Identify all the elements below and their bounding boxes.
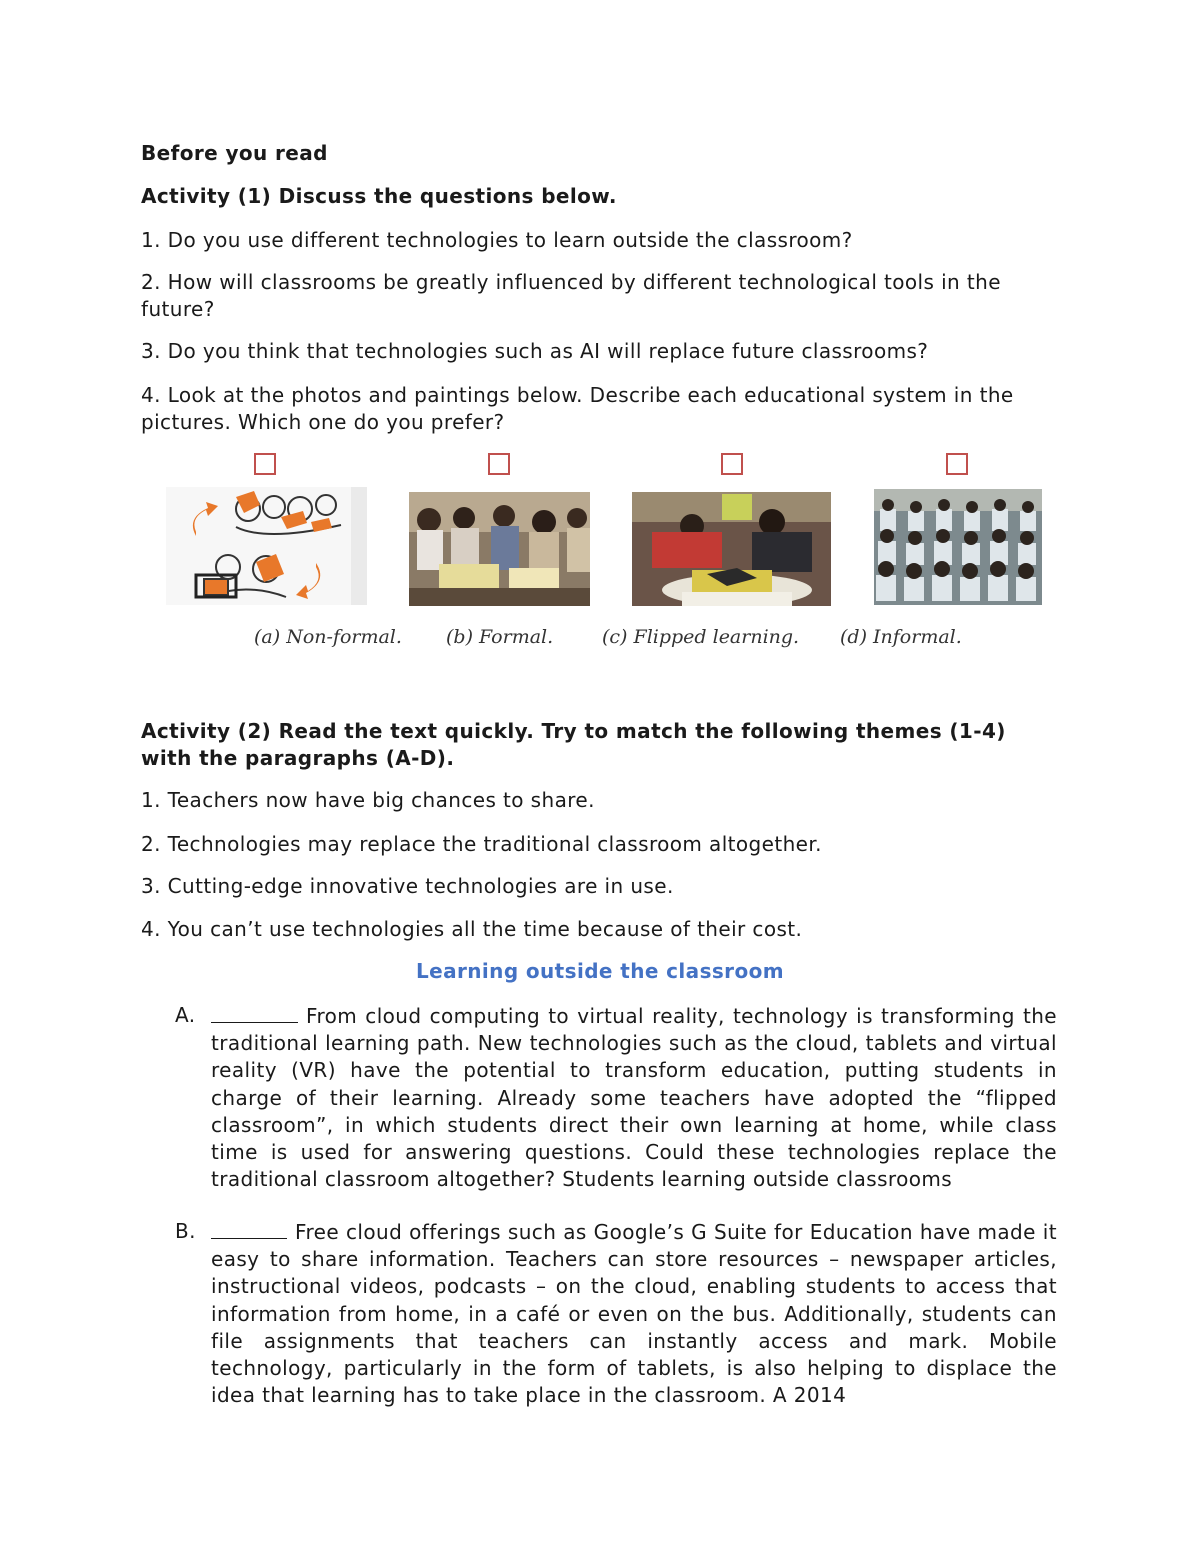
- section-heading: Before you read: [141, 141, 328, 165]
- informal-classroom-photo: [874, 489, 1042, 605]
- caption-b: (b) Formal.: [446, 626, 554, 648]
- caption-a: (a) Non-formal.: [254, 626, 402, 648]
- formal-classroom-photo: [409, 492, 590, 606]
- checkbox-a[interactable]: [254, 453, 276, 475]
- activity2-theme: 3. Cutting-edge innovative technologies are in use.: [141, 874, 674, 898]
- activity1-title: Activity (1) Discuss the questions below.: [141, 184, 617, 208]
- paragraph-text: From cloud computing to virtual reality, technology is transforming the traditional learning path. New technologies such as the cloud, tablets and virtual reality (VR) have the potential to transform education, putting students in charge of their learning. Already some teachers have adopted the “flipped classroom”, in which students direct their own learning at home, while class time is used for answering questions. Could these technologies replace the traditional classroom altogether? Students learning outside classrooms: [211, 1004, 1057, 1192]
- answer-blank[interactable]: [211, 1002, 298, 1023]
- answer-blank[interactable]: [211, 1218, 287, 1239]
- activity2-title: Activity (2) Read the text quickly. Try to match the following themes (1-4) with the paragraphs (A-D).: [141, 719, 1006, 770]
- activity2-theme: 1. Teachers now have big chances to share.: [141, 788, 595, 812]
- caption-d: (d) Informal.: [840, 626, 962, 648]
- checkbox-c[interactable]: [721, 453, 743, 475]
- activity1-question: 1. Do you use different technologies to learn outside the classroom?: [141, 228, 853, 252]
- non-formal-illustration: [166, 487, 367, 605]
- paragraph-letter: B.: [175, 1219, 196, 1243]
- flipped-learning-photo: [632, 492, 831, 606]
- caption-c: (c) Flipped learning.: [602, 626, 800, 648]
- activity2-theme: 2. Technologies may replace the traditional classroom altogether.: [141, 832, 822, 856]
- article-title: Learning outside the classroom: [416, 959, 784, 983]
- activity2-theme: 4. You can’t use technologies all the time because of their cost.: [141, 917, 803, 941]
- activity1-question: 4. Look at the photos and paintings below. Describe each educational system in the pictures. Which one do you prefer?: [141, 383, 1014, 434]
- paragraph-text: Free cloud offerings such as Google’s G Suite for Education have made it easy to share information. Teachers can store resources – newspaper articles, instructional videos, podcasts – on the cloud, enabling students to access that information from home, in a café or even on the bus. Additionally, students can file assignments that teachers can instantly access and mark. Mobile technology, particularly in the form of tablets, is also helping to displace the idea that learning has to take place in the classroom. A 2014: [211, 1220, 1057, 1408]
- activity1-question: 3. Do you think that technologies such as AI will replace future classrooms?: [141, 339, 929, 363]
- activity1-question: 2. How will classrooms be greatly influenced by different technological tools in the future?: [141, 270, 1001, 321]
- checkbox-b[interactable]: [488, 453, 510, 475]
- checkbox-d[interactable]: [946, 453, 968, 475]
- paragraph-letter: A.: [175, 1003, 196, 1027]
